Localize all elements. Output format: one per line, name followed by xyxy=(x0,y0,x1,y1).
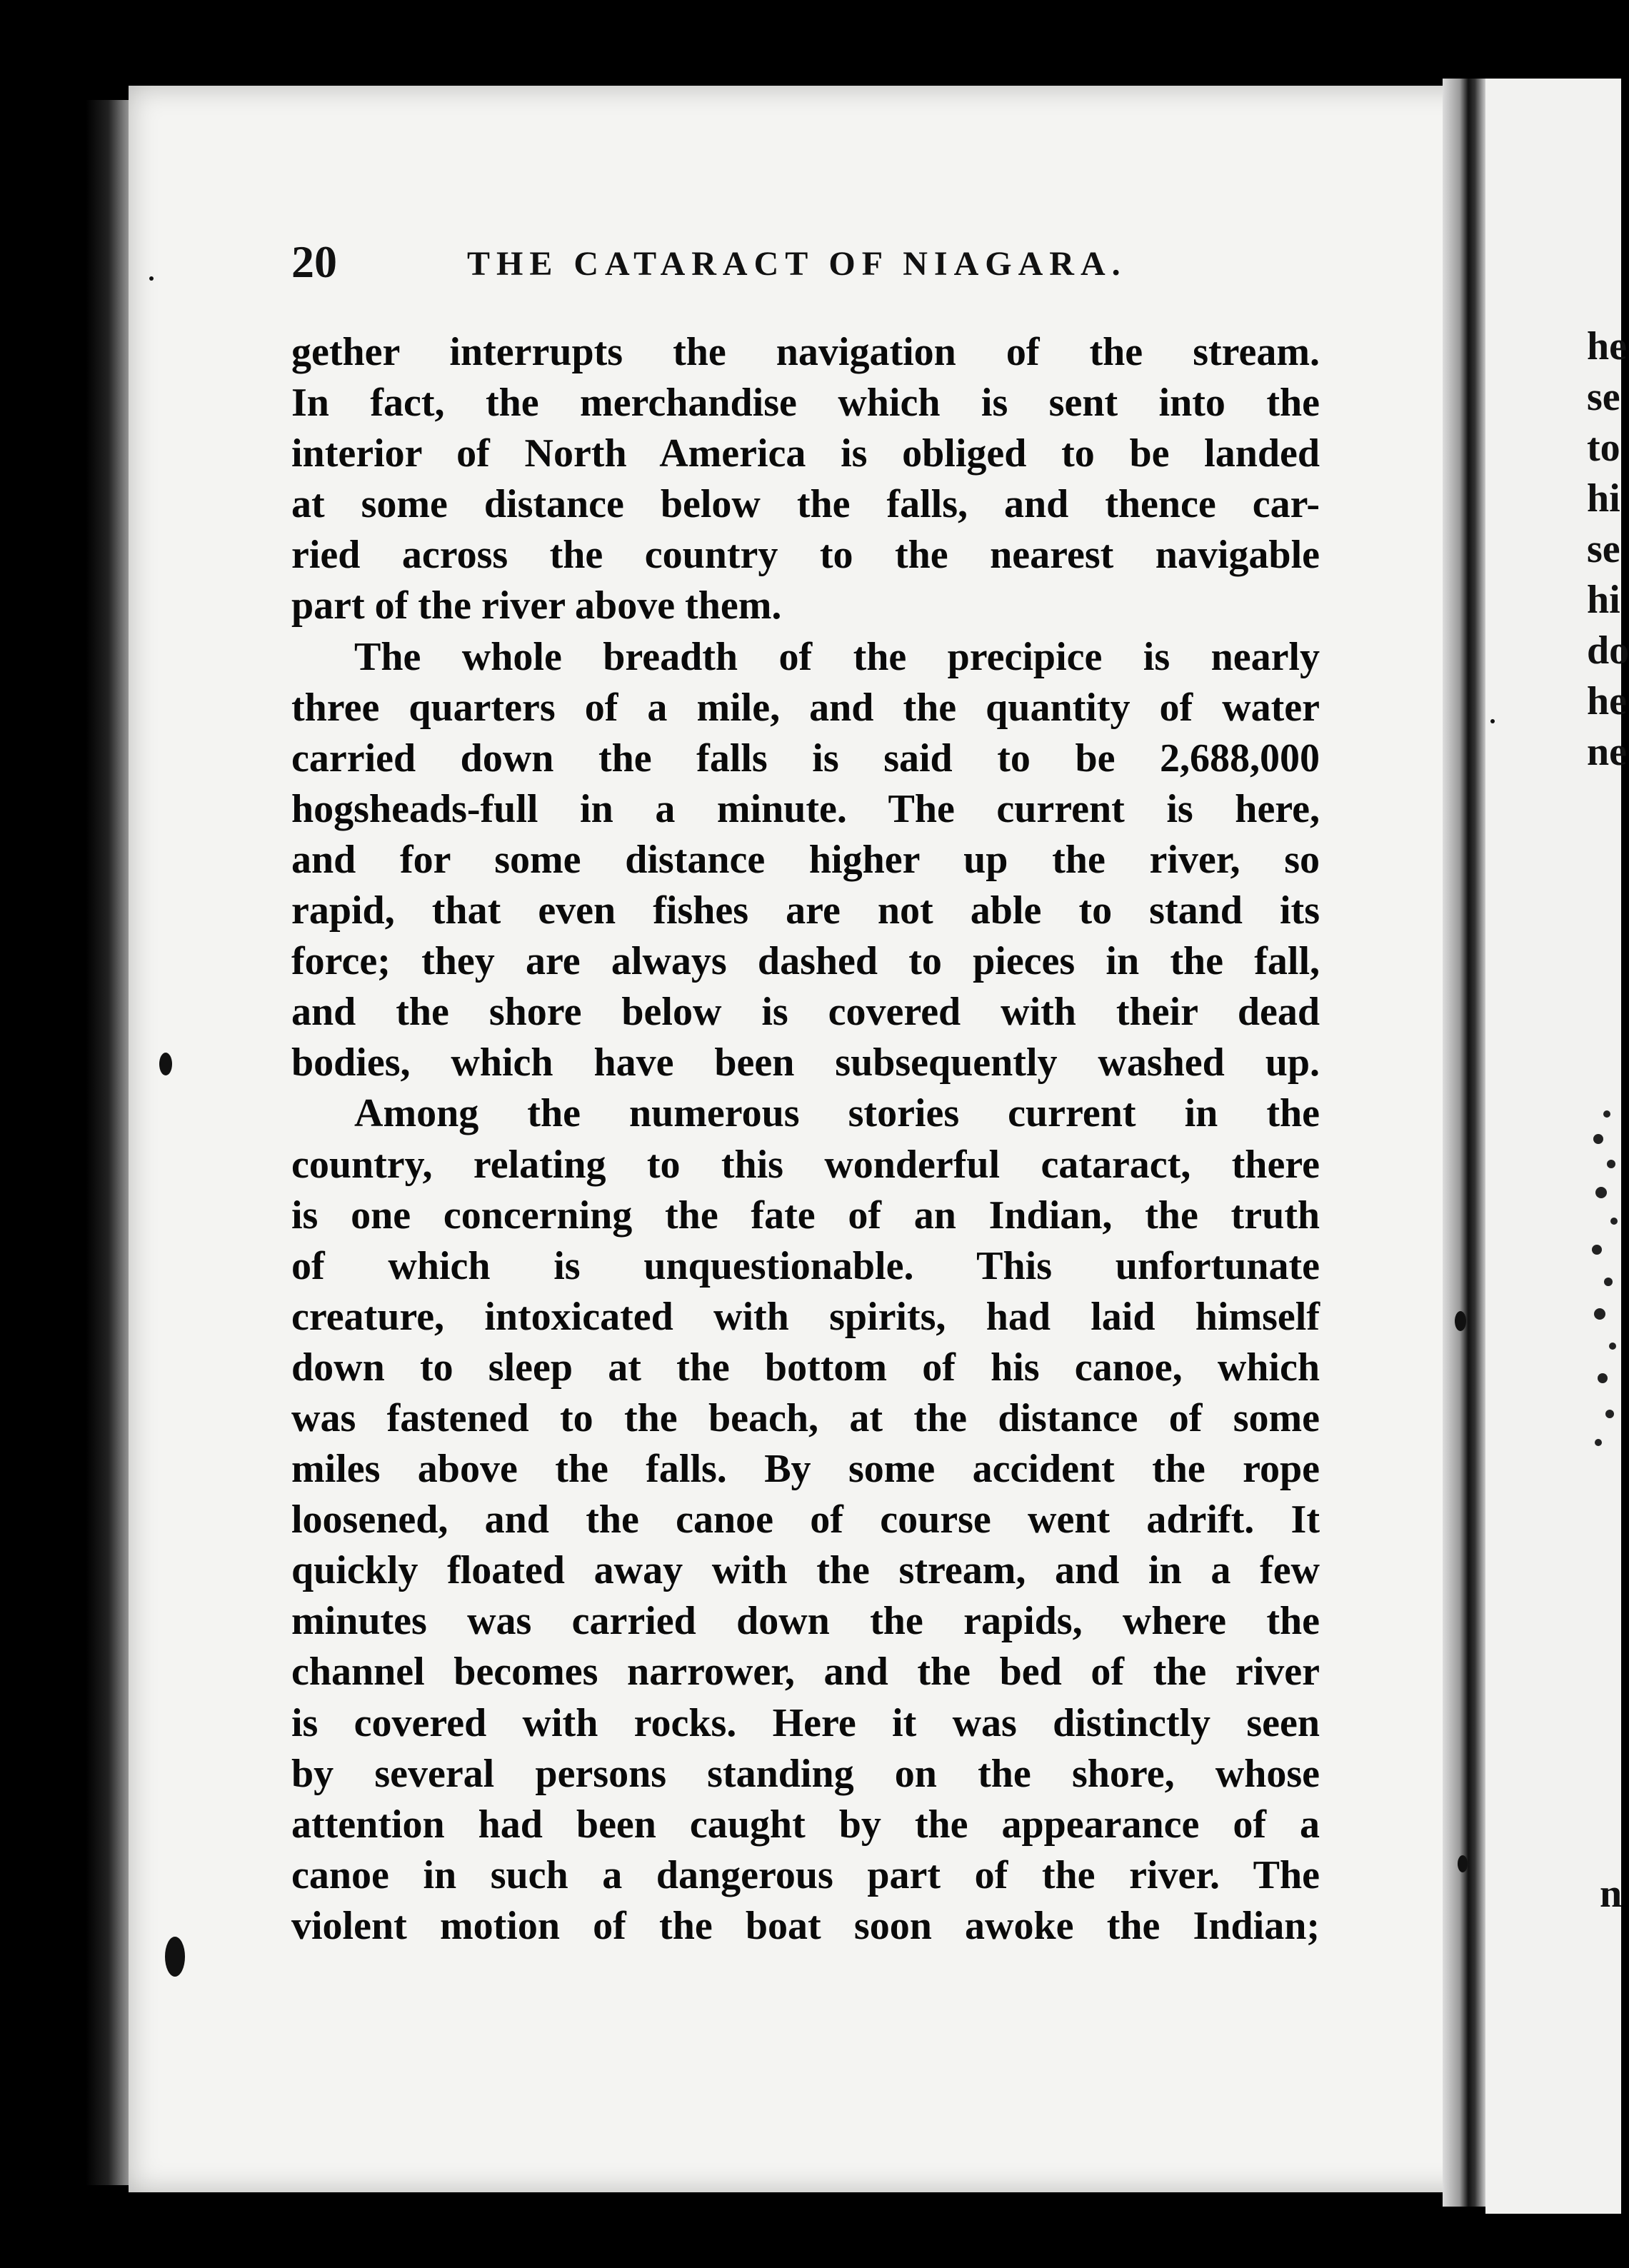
page-body-text xyxy=(291,327,1320,1952)
facing-page-fragment: hi xyxy=(1587,578,1620,622)
text-line: part of the river above them. xyxy=(291,583,782,628)
facing-page-fragment: he xyxy=(1587,679,1627,723)
text-line: In fact, the merchandise which is sent into the xyxy=(291,381,1320,426)
text-line: creature, intoxicated with spirits, had laid himself xyxy=(291,1294,1320,1339)
text-line: country, relating to this wonderful cataract, there xyxy=(291,1142,1320,1187)
text-line: Among the numerous stories current in the xyxy=(354,1091,1320,1136)
text-line: and for some distance higher up the river, so xyxy=(291,837,1320,882)
text-line: channel becomes narrower, and the bed of the river xyxy=(291,1650,1320,1695)
facing-page-fragment: to xyxy=(1587,426,1620,470)
facing-page-ornament xyxy=(1585,1100,1621,1457)
text-line: gether interrupts the navigation of the stream. xyxy=(291,330,1320,374)
book-gutter xyxy=(1443,79,1485,2207)
text-line: down to sleep at the bottom of his canoe, which xyxy=(291,1345,1320,1390)
text-line: three quarters of a mile, and the quantity of water xyxy=(291,685,1320,730)
facing-page-stray-fragment: n xyxy=(1600,1872,1623,1916)
text-line: interior of North America is obliged to be landed xyxy=(291,431,1320,476)
text-line: rapid, that even fishes are not able to stand its xyxy=(291,888,1320,933)
text-line: miles above the falls. By some accident the rope xyxy=(291,1447,1320,1492)
text-line: force; they are always dashed to pieces in the fall, xyxy=(291,939,1320,984)
text-line: ried across the country to the nearest navigable xyxy=(291,533,1320,578)
text-line: loosened, and the canoe of course went adrift. It xyxy=(291,1497,1320,1542)
facing-page-fragment: hi xyxy=(1587,476,1620,521)
facing-page-fragment: ne xyxy=(1587,730,1627,774)
text-line: The whole breadth of the precipice is nearly xyxy=(354,634,1320,679)
text-line: hogsheads-full in a minute. The current is here, xyxy=(291,786,1320,831)
text-line: by several persons standing on the shore, whose xyxy=(291,1751,1320,1796)
facing-page-fragment: do xyxy=(1587,628,1629,673)
text-line: carried down the falls is said to be 2,688,000 xyxy=(291,736,1320,781)
page-header xyxy=(291,236,1348,300)
text-line: was fastened to the beach, at the distance of some xyxy=(291,1395,1320,1440)
facing-page-fragment: he xyxy=(1587,324,1627,368)
text-line: bodies, which have been subsequently washed up. xyxy=(291,1040,1320,1085)
text-line: violent motion of the boat soon awoke the Indian; xyxy=(291,1903,1320,1948)
running-head: THE CATARACT OF NIAGARA. xyxy=(467,245,1127,283)
text-line: attention had been caught by the appearance of a xyxy=(291,1802,1320,1847)
text-line: minutes was carried down the rapids, where the xyxy=(291,1599,1320,1644)
text-line: at some distance below the falls, and thence car- xyxy=(291,482,1320,527)
text-line: is one concerning the fate of an Indian, the truth xyxy=(291,1193,1320,1238)
text-line: of which is unquestionable. This unfortunate xyxy=(291,1243,1320,1288)
text-line: quickly floated away with the stream, and in a few xyxy=(291,1548,1320,1593)
page-number: 20 xyxy=(291,236,337,287)
facing-page-text-fragments xyxy=(1587,321,1629,778)
text-line: and the shore below is covered with their dead xyxy=(291,990,1320,1035)
facing-page-fragment: se xyxy=(1587,375,1620,419)
facing-page-fragment: se xyxy=(1587,527,1620,571)
text-line: is covered with rocks. Here it was distinctly seen xyxy=(291,1700,1320,1745)
text-line: canoe in such a dangerous part of the river. The xyxy=(291,1852,1320,1897)
